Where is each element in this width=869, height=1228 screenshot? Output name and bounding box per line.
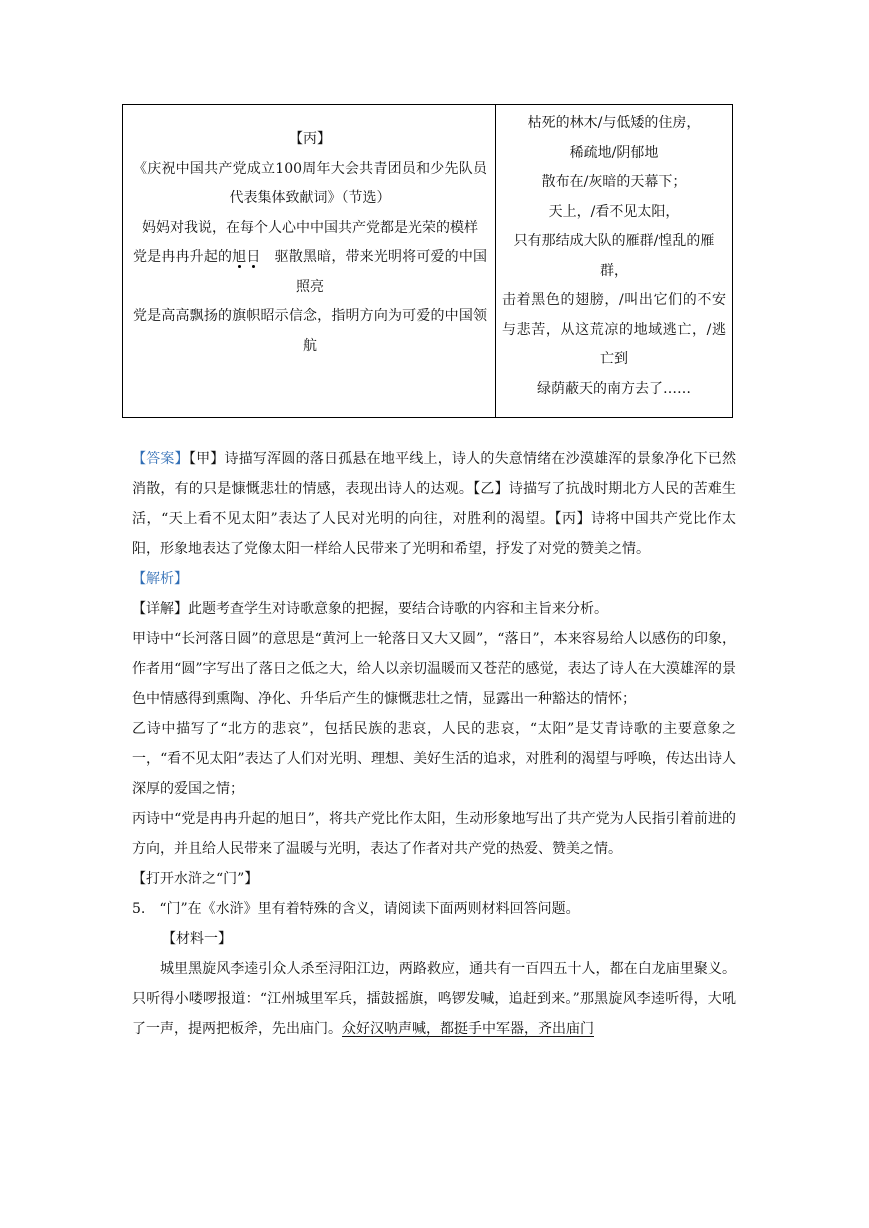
poem-bing-heading: 【丙】 [289, 131, 331, 147]
material-1-label: 【材料一】 [162, 931, 232, 947]
poem-bing-title: 《庆祝中国共产党成立100周年大会共青团员和少先队员代表集体致献词》（节选） [133, 160, 487, 206]
answer-text: 【甲】诗描写浑圆的落日孤悬在地平线上，诗人的失意情绪在沙漠雄浑的景象净化下已然消散，有的只是慷慨悲壮的情感，表现出诗人的达观。【乙】诗描写了抗战时期北方人民的苦难生活，“天上看不见太阳”表达了人民对光明的向往，对胜利的渴望。【丙】诗将中国共产党比作太阳，形象地表达了党像太阳一样给人民带来了光明和希望，抒发了对党的赞美之情。 [132, 451, 736, 557]
poem-yi-line: 击着黑色的翅膀，/叫出它们的不安与悲苦，从这荒凉的地域逃亡，/逃亡到 [502, 292, 726, 367]
poem-bing-line-2 [133, 243, 487, 302]
analysis-paragraph-1: 甲诗中“长河落日圆”的意思是“黄河上一轮落日又大又圆”，“落日”，本来容易给人以感伤的印象，作者用“圆”字写出了落日之低之大，给人以亲切温暖而又苍茫的感觉，表达了诗人在大漠雄浑的景色中情感得到熏陶、净化、升华后产生的慷慨悲壮之情，显露出一种豁达的情怀； [132, 631, 736, 707]
section-heading: 【打开水浒之“门”】 [132, 871, 259, 887]
material-1-body: 城里黑旋风李逵引众人杀至浔阳江边，两路救应，通共有一百四五十人，都在白龙庙里聚义。只听得小喽啰报道：“江州城里军兵，擂鼓摇旗，鸣锣发喊，追赶到来。”那黑旋风李逵听得，大吼了一声，提两把板斧，先出庙门。 [132, 961, 736, 1037]
poem-table [122, 104, 733, 418]
poem-bing-line-3: 党是高高飘扬的旗帜昭示信念，指明方向为可爱的中国领航 [133, 308, 487, 354]
poem-yi-line: 枯死的林木/与低矮的住房， [527, 115, 701, 131]
poem-yi-cell [496, 105, 733, 418]
answer-paragraph [132, 444, 736, 564]
poem-yi-line: 绿荫蔽天的南方去了…… [537, 380, 691, 397]
poem-bing-line-2-pre: 党是冉冉升起的 [133, 249, 233, 265]
question-5: 5. “门”在《水浒》里有着特殊的含义，请阅读下面两则材料回答问题。 [132, 901, 580, 917]
analysis-detail: 【详解】此题考查学生对诗歌意象的把握，要结合诗歌的内容和主旨来分析。 [132, 601, 608, 617]
answer-label: 【答案】 [132, 451, 189, 467]
poem-bing-line-2-post: 驱散黑暗，带来光明将可爱的中国照亮 [260, 249, 488, 295]
emphasis-char-xu: 旭 [232, 249, 247, 265]
poem-yi-line: 散布在/灰暗的天幕下； [541, 174, 687, 190]
analysis-paragraph-3: 丙诗中“党是冉冉升起的旭日”，将共产党比作太阳，生动形象地写出了共产党为人民指引着前进的方向，并且给人民带来了温暖与光明，表达了作者对共产党的热爱、赞美之情。 [132, 811, 736, 857]
analysis-paragraph-2: 乙诗中描写了“北方的悲哀”，包括民族的悲哀，人民的悲哀，“太阳”是艾青诗歌的主要意象之一，“看不见太阳”表达了人们对光明、理想、美好生活的追求，对胜利的渴望与呼唤，传达出诗人深厚的爱国之情； [132, 721, 736, 797]
poem-yi-line: 只有那结成大队的雁群/惶乱的雁群， [513, 233, 715, 279]
poem-bing-line-1: 妈妈对我说，在每个人心中中国共产党都是光荣的模样 [142, 219, 478, 236]
answer-body [132, 444, 736, 1044]
analysis-label: 【解析】 [132, 571, 188, 587]
emphasis-char-ri: 日 [246, 249, 261, 265]
material-1-underlined: 众好汉呐声喊，都挺手中军器，齐出庙门 [342, 1021, 594, 1037]
poem-yi-line: 天上，/看不见太阳， [548, 203, 680, 220]
material-1-text [132, 954, 736, 1044]
poem-yi-line: 稀疏地/阴郁地 [569, 144, 659, 161]
poem-bing-cell [123, 105, 496, 418]
